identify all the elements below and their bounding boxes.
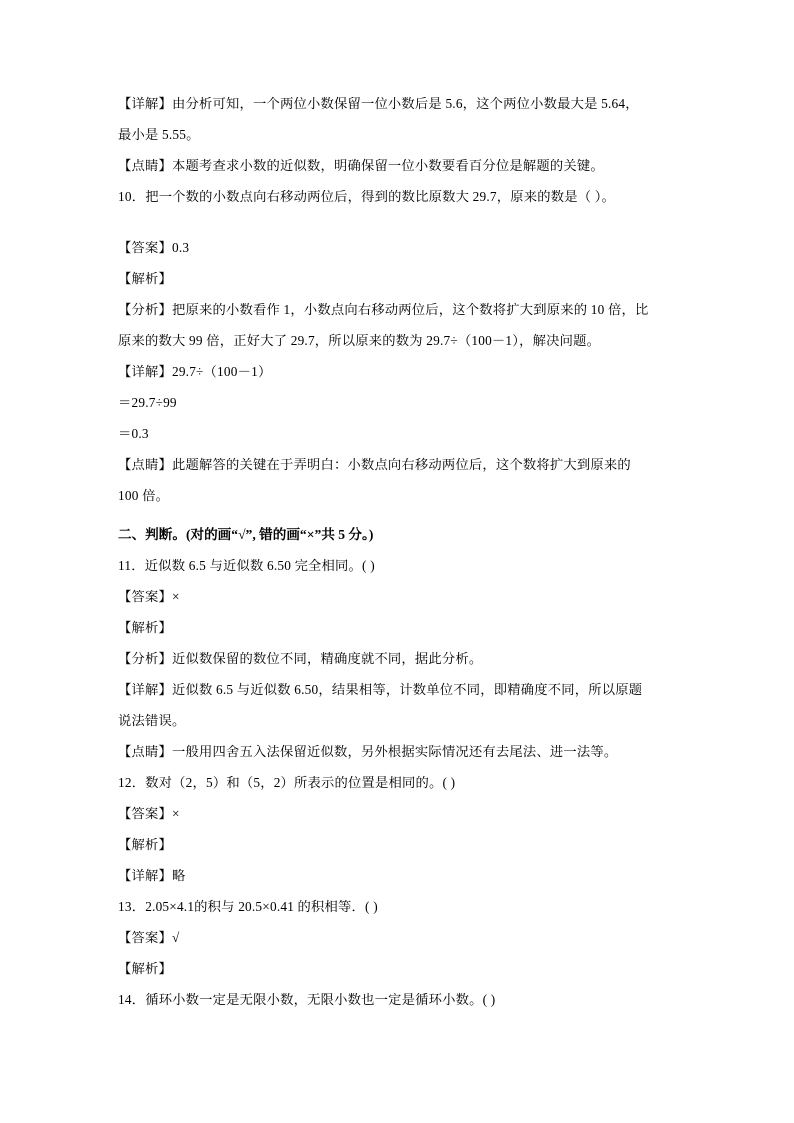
text-line: 【详解】由分析可知，一个两位小数保留一位小数后是 5.6，这个两位小数最大是 5.64， [118,96,639,111]
text-line: 【点睛】本题考查求小数的近似数，明确保留一位小数要看百分位是解题的关键。 [118,158,604,173]
text-line: 【详解】29.7÷（100－1） [118,364,272,379]
question-12: 12．数对（2，5）和（5，2）所表示的位置是相同的。( ) [118,775,456,790]
text-line: 原来的数大 99 倍，正好大了 29.7，所以原来的数为 29.7÷（100－1），解决问题。 [118,333,601,348]
answer-line: 【答案】√ [118,930,180,945]
text-line: ＝29.7÷99 [118,395,177,410]
question-13: 13．2.05×4.1的积与 20.5×0.41 的积相等．( ) [118,899,378,914]
text-line: 100 倍。 [118,488,170,503]
text-line: 【点睛】一般用四舍五入法保留近似数，另外根据实际情况还有去尾法、进一法等。 [118,744,618,759]
question-14: 14．循环小数一定是无限小数，无限小数也一定是循环小数。( ) [118,992,496,1007]
text-line: 【分析】近似数保留的数位不同，精确度就不同，据此分析。 [118,651,483,666]
text-line: 最小是 5.55。 [118,127,200,142]
analysis-label: 【解析】 [118,271,172,286]
answer-line: 【答案】× [118,806,180,821]
text-line: 【详解】略 [118,868,186,883]
blank-spacer [118,212,676,232]
answer-line: 【答案】0.3 [118,240,190,255]
text-line: 【点睛】此题解答的关键在于弄明白：小数点向右移动两位后，这个数将扩大到原来的 [118,457,631,472]
text-line: 【分析】把原来的小数看作 1，小数点向右移动两位后，这个数将扩大到原来的 10 倍，比 [118,302,649,317]
analysis-label: 【解析】 [118,961,172,976]
question-10: 10．把一个数的小数点向右移动两位后，得到的数比原数大 29.7，原来的数是（ ）。 [118,189,616,204]
analysis-label: 【解析】 [118,837,172,852]
question-11: 11．近似数 6.5 与近似数 6.50 完全相同。( ) [118,558,375,573]
analysis-label: 【解析】 [118,620,172,635]
text-line: ＝0.3 [118,426,149,441]
section-heading-two: 二、判断。(对的画“√”, 错的画“×”共 5 分。) [118,527,374,542]
answer-line: 【答案】× [118,589,180,604]
text-line: 【详解】近似数 6.5 与近似数 6.50，结果相等，计数单位不同，即精确度不同，所以原题 [118,682,643,697]
text-line: 说法错误。 [118,713,186,728]
